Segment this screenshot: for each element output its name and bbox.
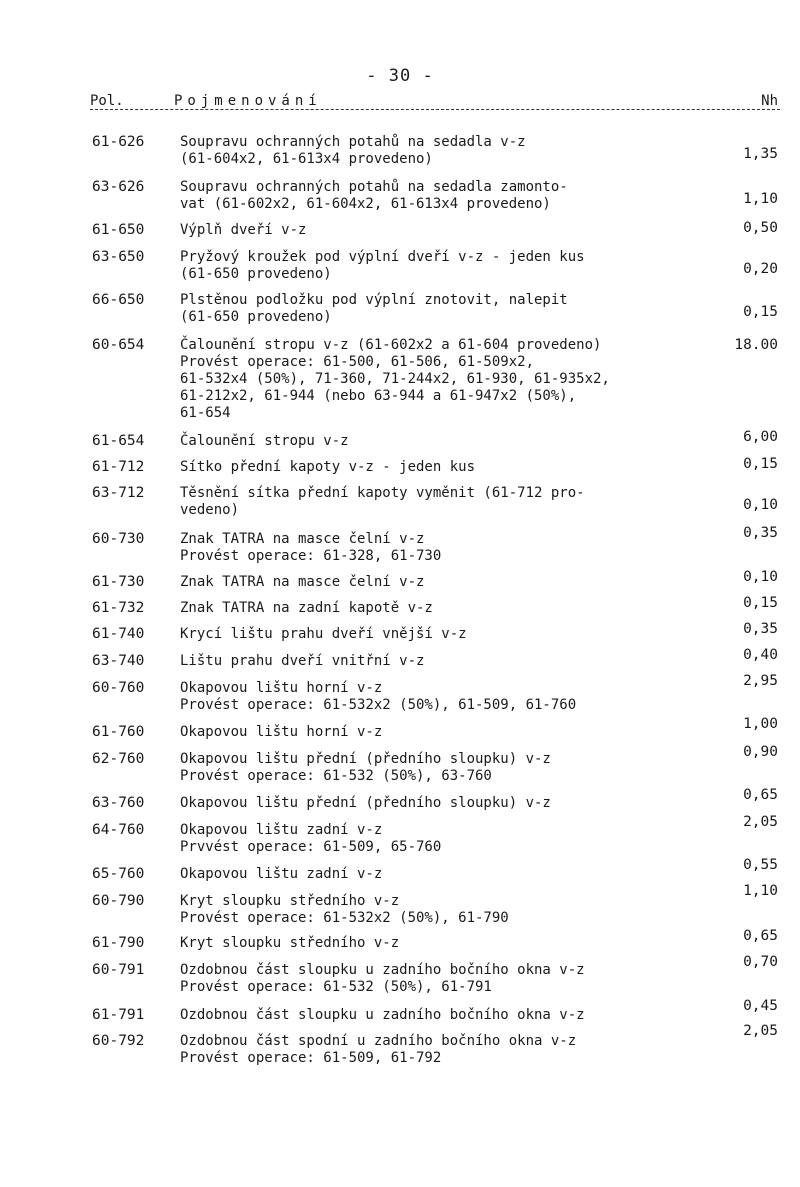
entry-position: 61-791 xyxy=(92,1007,145,1023)
entry-position: 63-712 xyxy=(92,485,145,501)
entry-description: Znak TATRA na zadní kapotě v-z xyxy=(180,600,433,616)
entry-norm-hours: 1,35 xyxy=(743,146,778,162)
entry-description: Krycí lištu prahu dveří vnější v-z xyxy=(180,626,467,642)
entry-position: 63-626 xyxy=(92,179,145,195)
entry-description: Znak TATRA na masce čelní v-z Provést operace: 61-328, 61-730 xyxy=(180,531,442,564)
entry-position: 60-792 xyxy=(92,1033,145,1049)
entry-norm-hours: 2,05 xyxy=(743,1023,778,1039)
entry-norm-hours: 1,10 xyxy=(743,883,778,899)
entry-description: Výplň dveří v-z xyxy=(180,222,307,238)
entry-description: Okapovou lištu zadní v-z Prvvést operace: 61-509, 65-760 xyxy=(180,822,442,855)
entry-position: 61-712 xyxy=(92,459,145,475)
entry-position: 65-760 xyxy=(92,866,145,882)
header-nh: Nh xyxy=(761,93,778,109)
entry-norm-hours: 0,50 xyxy=(743,220,778,236)
entry-description: Okapovou lištu přední (předního sloupku) v-z Provést operace: 61-532 (50%), 63-760 xyxy=(180,751,551,784)
entry-position: 60-730 xyxy=(92,531,145,547)
entry-norm-hours: 2,05 xyxy=(743,814,778,830)
entry-norm-hours: 0,20 xyxy=(743,261,778,277)
entry-description: Znak TATRA na masce čelní v-z xyxy=(180,574,425,590)
entry-description: Sítko přední kapoty v-z - jeden kus xyxy=(180,459,476,475)
entry-description: Soupravu ochranných potahů na sedadla v-z (61-604x2, 61-613x4 provedeno) xyxy=(180,134,526,167)
entry-norm-hours: 0,10 xyxy=(743,497,778,513)
entry-position: 61-732 xyxy=(92,600,145,616)
entry-position: 60-791 xyxy=(92,962,145,978)
entry-norm-hours: 0,35 xyxy=(743,525,778,541)
entry-position: 61-760 xyxy=(92,724,145,740)
entry-norm-hours: 2,95 xyxy=(743,673,778,689)
entry-norm-hours: 0,65 xyxy=(743,787,778,803)
entry-position: 63-650 xyxy=(92,249,145,265)
entry-position: 60-654 xyxy=(92,337,145,353)
entry-position: 60-790 xyxy=(92,893,145,909)
entry-position: 61-654 xyxy=(92,433,145,449)
entry-description: Soupravu ochranných potahů na sedadla zamonto- vat (61-602x2, 61-604x2, 61-613x4 provedeno) xyxy=(180,179,568,212)
entry-position: 61-740 xyxy=(92,626,145,642)
entry-description: Čalounění stropu v-z (61-602x2 a 61-604 provedeno) Provést operace: 61-500, 61-506, 61-509x2, 61-532x4 (50%), 71-360, 71-244x2, 61-930, 61-935x2, 61-212x2, 61-944 (nebo 63-944 a 61-947x2 (50%), 61-654 xyxy=(180,337,610,421)
entry-position: 61-650 xyxy=(92,222,145,238)
entry-norm-hours: 0,55 xyxy=(743,857,778,873)
entry-norm-hours: 0,65 xyxy=(743,928,778,944)
entry-norm-hours: 0,15 xyxy=(743,595,778,611)
entry-norm-hours: 0,90 xyxy=(743,744,778,760)
entry-norm-hours: 0,10 xyxy=(743,569,778,585)
entry-norm-hours: 1,00 xyxy=(743,716,778,732)
header-title: Pojmenování xyxy=(174,93,322,109)
header-pol: Pol. xyxy=(90,93,124,109)
entry-norm-hours: 0,15 xyxy=(743,456,778,472)
entry-description: Okapovou lištu přední (předního sloupku) v-z xyxy=(180,795,551,811)
entry-norm-hours: 0,40 xyxy=(743,647,778,663)
page-number: - 30 - xyxy=(366,66,434,86)
entry-position: 66-650 xyxy=(92,292,145,308)
entry-description: Kryt sloupku středního v-z Provést operace: 61-532x2 (50%), 61-790 xyxy=(180,893,509,926)
entry-description: Lištu prahu dveří vnitřní v-z xyxy=(180,653,425,669)
entry-position: 60-760 xyxy=(92,680,145,696)
entry-description: Ozdobnou část sloupku u zadního bočního okna v-z Provést operace: 61-532 (50%), 61-791 xyxy=(180,962,585,995)
entry-position: 61-790 xyxy=(92,935,145,951)
entry-description: Těsnění sítka přední kapoty vyměnit (61-712 pro- vedeno) xyxy=(180,485,585,518)
entry-description: Okapovou lištu horní v-z xyxy=(180,724,383,740)
entry-description: Okapovou lištu horní v-z Provést operace: 61-532x2 (50%), 61-509, 61-760 xyxy=(180,680,577,713)
entry-position: 63-740 xyxy=(92,653,145,669)
entry-description: Pryžový kroužek pod výplní dveří v-z - jeden kus (61-650 provedeno) xyxy=(180,249,585,282)
entry-norm-hours: 18.00 xyxy=(734,337,778,353)
entry-description: Ozdobnou část sloupku u zadního bočního okna v-z xyxy=(180,1007,585,1023)
entry-position: 61-730 xyxy=(92,574,145,590)
entry-norm-hours: 1,10 xyxy=(743,191,778,207)
entry-norm-hours: 0,15 xyxy=(743,304,778,320)
entry-description: Kryt sloupku středního v-z xyxy=(180,935,400,951)
entry-norm-hours: 0,35 xyxy=(743,621,778,637)
entry-norm-hours: 6,00 xyxy=(743,429,778,445)
entry-position: 62-760 xyxy=(92,751,145,767)
entry-description: Ozdobnou část spodní u zadního bočního okna v-z Provést operace: 61-509, 61-792 xyxy=(180,1033,577,1066)
entry-description: Čalounění stropu v-z xyxy=(180,433,349,449)
entry-position: 64-760 xyxy=(92,822,145,838)
entry-norm-hours: 0,45 xyxy=(743,998,778,1014)
entry-position: 63-760 xyxy=(92,795,145,811)
entry-norm-hours: 0,70 xyxy=(743,954,778,970)
entry-description: Plstěnou podložku pod výplní znotovit, nalepit (61-650 provedeno) xyxy=(180,292,568,325)
entry-description: Okapovou lištu zadní v-z xyxy=(180,866,383,882)
entry-position: 61-626 xyxy=(92,134,145,150)
